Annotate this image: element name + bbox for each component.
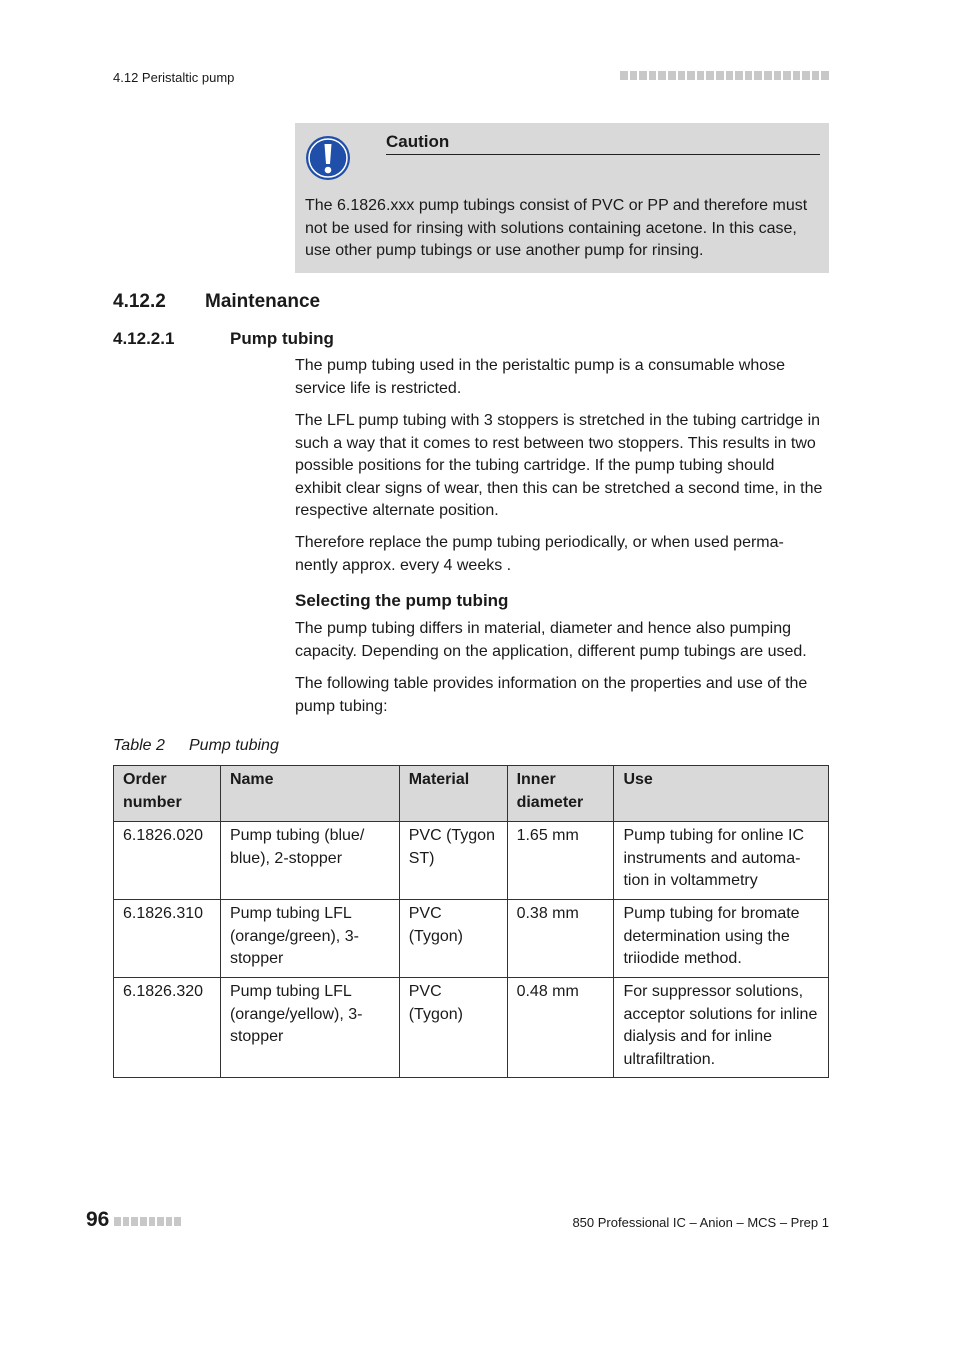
table-cell: Pump tubing for online IC instruments and automa-tion in voltammetry bbox=[614, 822, 829, 900]
section-number: 4.12.2 bbox=[113, 291, 166, 312]
caution-box bbox=[295, 123, 829, 273]
subsection-number: 4.12.2.1 bbox=[113, 329, 175, 348]
table-cell: For suppressor solutions, acceptor solutions for inline dialysis and for inline ultrafiltration. bbox=[614, 978, 829, 1078]
caution-title: Caution bbox=[386, 132, 820, 155]
subsection-heading bbox=[113, 329, 334, 349]
table-row bbox=[114, 978, 829, 1078]
table-cell: Pump tubing (blue/ blue), 2-stopper bbox=[220, 822, 399, 900]
table-header-row bbox=[114, 766, 829, 822]
table-cell: PVC (Tygon) bbox=[399, 978, 507, 1078]
page-number: 96 bbox=[86, 1208, 110, 1231]
running-header-section: 4.12 Peristaltic pump bbox=[113, 70, 235, 85]
table-caption bbox=[113, 737, 279, 755]
table-cell: Pump tubing LFL (orange/yellow), 3-stopper bbox=[220, 978, 399, 1078]
column-header: Material bbox=[399, 766, 507, 822]
column-header: Name bbox=[220, 766, 399, 822]
table-cell: 1.65 mm bbox=[507, 822, 614, 900]
column-header: Order number bbox=[114, 766, 221, 822]
caution-text: The 6.1826.xxx pump tubings consist of PVC or PP and therefore must not be used for rinsing with solutions containing acetone. In this case, use other pump tubings or use another pump for rinsing. bbox=[305, 197, 808, 259]
table-cell: PVC (Tygon ST) bbox=[399, 822, 507, 900]
running-footer-document: 850 Professional IC – Anion – MCS – Prep 1 bbox=[572, 1215, 829, 1230]
table-cell: PVC (Tygon) bbox=[399, 900, 507, 978]
footer-decoration bbox=[114, 1217, 181, 1226]
table-cell: 6.1826.320 bbox=[114, 978, 221, 1078]
paragraph: The following table provides information on the properties and use of the pump tubing: bbox=[295, 675, 808, 715]
exclamation-icon bbox=[305, 135, 351, 181]
subsection-title: Pump tubing bbox=[230, 329, 334, 348]
table-cell: 0.38 mm bbox=[507, 900, 614, 978]
paragraph: The LFL pump tubing with 3 stoppers is stretched in the tubing cartridge in such a way that it comes to rest between two stoppers. This results in two possible positions for the tubing cartridge. If the pump tubing should exhibit clear signs of wear, then this can be stretched a second time, in the respective alternate position. bbox=[295, 412, 823, 519]
table-cell: 6.1826.310 bbox=[114, 900, 221, 978]
header-decoration bbox=[620, 71, 829, 80]
section-title: Maintenance bbox=[205, 291, 321, 312]
paragraph: The pump tubing differs in material, diameter and hence also pumping capacity. Depending on the application, different pump tubings are used. bbox=[295, 620, 807, 660]
column-header: Inner diameter bbox=[507, 766, 614, 822]
table-row bbox=[114, 822, 829, 900]
paragraph: The pump tubing used in the peristaltic pump is a consumable whose service life is restricted. bbox=[295, 357, 786, 397]
section-heading bbox=[113, 291, 320, 313]
table-cell: 6.1826.020 bbox=[114, 822, 221, 900]
column-header: Use bbox=[614, 766, 829, 822]
table-cell: 0.48 mm bbox=[507, 978, 614, 1078]
table-row bbox=[114, 900, 829, 978]
pump-tubing-table bbox=[113, 765, 829, 1078]
table-cell: Pump tubing LFL (orange/green), 3-stopper bbox=[220, 900, 399, 978]
table-cell: Pump tubing for bromate determination using the triiodide method. bbox=[614, 900, 829, 978]
paragraph: Therefore replace the pump tubing periodically, or when used perma-nently approx. every 4 weeks . bbox=[295, 534, 784, 574]
table-caption-label: Table 2 bbox=[113, 737, 165, 754]
selecting-heading: Selecting the pump tubing bbox=[295, 591, 509, 610]
table-caption-title: Pump tubing bbox=[189, 737, 279, 754]
